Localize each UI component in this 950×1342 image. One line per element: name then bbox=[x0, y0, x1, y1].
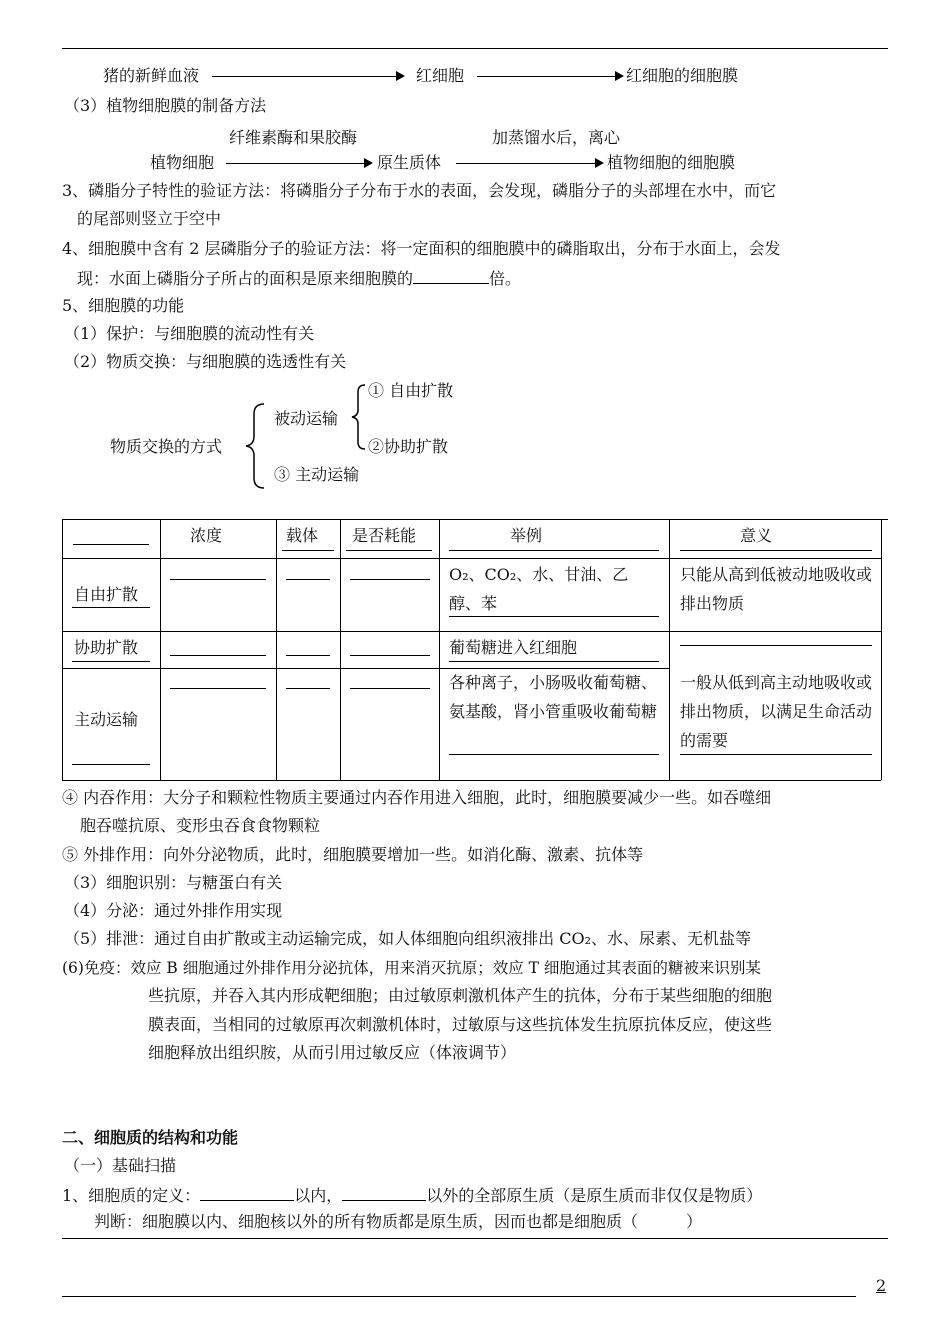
item4-line2 bbox=[77, 267, 521, 289]
arrow-2-head bbox=[615, 71, 624, 81]
function-4: （4）分泌：通过外排作用实现 bbox=[64, 901, 283, 920]
function-6-line2: 些抗原，并吞入其内形成靶细胞；由过敏原刺激机体产生的抗体，分布于某些细胞的细胞 bbox=[148, 986, 773, 1005]
plant-result: 植物细胞的细胞膜 bbox=[607, 153, 736, 172]
r3-carrier-blank[interactable] bbox=[286, 688, 330, 689]
r1-conc-blank[interactable] bbox=[170, 579, 266, 580]
function-6-line1: (6)免疫：效应 B 细胞通过外排作用分泌抗体，用来消灭抗原；效应 T 细胞通过其表面的糖被来识别某 bbox=[62, 959, 761, 977]
endocytosis-line1: ④ 内吞作用：大分子和颗粒性物质主要通过内吞作用进入细胞，此时，细胞膜要减少一些。如吞噬细 bbox=[62, 788, 772, 807]
definition-suffix: 以外的全部原生质（是原生质而非仅仅是物质） bbox=[426, 1186, 763, 1205]
row-facilitated-diffusion: 协助扩散 bbox=[74, 638, 139, 657]
arrow-4 bbox=[456, 163, 595, 164]
r2-example: 葡萄糖进入红细胞 bbox=[449, 638, 578, 657]
arrow-4-head bbox=[595, 158, 604, 168]
r1-energy-blank[interactable] bbox=[350, 579, 430, 580]
plant-title: （3）植物细胞膜的制备方法 bbox=[64, 96, 267, 115]
judgement: 判断：细胞膜以内、细胞核以外的所有物质都是原生质，因而也都是细胞质（ ） bbox=[94, 1212, 703, 1231]
r1-example: O₂、CO₂、水、甘油、乙醇、苯 bbox=[449, 565, 629, 613]
flow-rbc-mid: 红细胞 bbox=[416, 66, 465, 85]
r3-example: 各种离子，小肠吸收葡萄糖、氨基酸，肾小管重吸收葡萄糖 bbox=[449, 673, 658, 721]
r1-carrier-blank[interactable] bbox=[286, 579, 330, 580]
r3-meaning: 一般从低到高主动地吸收或排出物质，以满足生命活动的需要 bbox=[680, 673, 873, 750]
item5-title: 5、细胞膜的功能 bbox=[62, 296, 185, 315]
item4-text: 现：水面上磷脂分子所占的面积是原来细胞膜的 bbox=[77, 269, 414, 288]
flow-rbc-result: 红细胞的细胞膜 bbox=[626, 66, 739, 85]
r2-energy-blank[interactable] bbox=[350, 655, 430, 656]
definition-blank-2[interactable] bbox=[342, 1184, 426, 1201]
function-6-line4: 细胞释放出组织胺，从而引用过敏反应（体液调节） bbox=[148, 1043, 517, 1062]
plant-enzyme: 纤维素酶和果胶酶 bbox=[229, 128, 358, 147]
row-free-diffusion: 自由扩散 bbox=[74, 585, 139, 604]
footer-rule bbox=[62, 1296, 856, 1297]
tree-root: 物质交换的方式 bbox=[110, 437, 223, 456]
item4-line1: 4、细胞膜中含有 2 层磷脂分子的验证方法：将一定面积的细胞膜中的磷脂取出，分布于水面上，会发 bbox=[62, 239, 781, 258]
r3-conc-blank[interactable] bbox=[170, 688, 266, 689]
function-5: （5）排泄：通过自由扩散或主动运输完成，如人体细胞向组织液排出 CO₂、水、尿素、无机盐等 bbox=[64, 929, 752, 948]
endocytosis-line2: 胞吞噬抗原、变形虫吞食食物颗粒 bbox=[80, 816, 321, 835]
arrow-1 bbox=[212, 76, 396, 77]
brace-small bbox=[349, 383, 369, 451]
top-rule bbox=[62, 48, 888, 49]
header-example: 举例 bbox=[510, 526, 543, 545]
row-active-transport: 主动运输 bbox=[74, 710, 139, 729]
definition-mid: 以内， bbox=[294, 1186, 343, 1205]
content-bottom-rule bbox=[62, 1238, 888, 1239]
section-2-heading: 二、细胞质的结构和功能 bbox=[62, 1128, 239, 1147]
brace-large bbox=[240, 402, 270, 490]
tree-child-1: ① 自由扩散 bbox=[368, 381, 454, 400]
r3-energy-blank[interactable] bbox=[350, 688, 430, 689]
function-1: （1）保护：与细胞膜的流动性有关 bbox=[64, 324, 315, 343]
tree-child-3: ③ 主动运输 bbox=[274, 465, 360, 484]
item3-line1: 3、磷脂分子特性的验证方法：将磷脂分子分布于水的表面，会发现，磷脂分子的头部埋在水中，而它 bbox=[62, 181, 777, 200]
definition-blank-1[interactable] bbox=[200, 1184, 294, 1201]
header-blank[interactable] bbox=[73, 544, 149, 545]
function-6-line3: 膜表面，当相同的过敏原再次刺激机体时，过敏原与这些抗体发生抗原抗体反应，使这些 bbox=[148, 1015, 773, 1034]
plant-step2: 加蒸馏水后，离心 bbox=[492, 128, 621, 147]
item4-suffix: 倍。 bbox=[489, 269, 522, 288]
cytoplasm-definition bbox=[62, 1184, 762, 1206]
definition-prefix: 1、细胞质的定义： bbox=[62, 1186, 201, 1205]
flow-rbc-source: 猪的新鲜血液 bbox=[103, 66, 200, 85]
tree-passive: 被动运输 bbox=[274, 409, 339, 428]
tree-child-2: ②协助扩散 bbox=[368, 437, 449, 456]
header-meaning: 意义 bbox=[740, 526, 773, 545]
subsection-basic-scan: （一）基础扫描 bbox=[64, 1156, 177, 1175]
meaning-blank[interactable] bbox=[680, 645, 872, 646]
item3-line2: 的尾部则竖立于空中 bbox=[77, 209, 222, 228]
r2-carrier-blank[interactable] bbox=[286, 655, 330, 656]
r2-conc-blank[interactable] bbox=[170, 655, 266, 656]
arrow-3 bbox=[226, 163, 364, 164]
function-3: （3）细胞识别：与糖蛋白有关 bbox=[64, 873, 283, 892]
r3-name-blank[interactable] bbox=[72, 764, 150, 765]
arrow-3-head bbox=[364, 158, 373, 168]
plant-mid: 原生质体 bbox=[377, 153, 442, 172]
arrow-2 bbox=[477, 76, 615, 77]
r1-meaning: 只能从高到低被动地吸收或排出物质 bbox=[680, 565, 873, 613]
arrow-1-head bbox=[396, 71, 405, 81]
header-carrier: 载体 bbox=[286, 526, 319, 545]
header-concentration: 浓度 bbox=[190, 526, 223, 545]
function-2: （2）物质交换：与细胞膜的选透性有关 bbox=[64, 352, 347, 371]
item4-blank[interactable] bbox=[413, 267, 489, 284]
exocytosis: ⑤ 外排作用：向外分泌物质，此时，细胞膜要增加一些。如消化酶、激素、抗体等 bbox=[62, 845, 644, 864]
plant-source: 植物细胞 bbox=[150, 153, 215, 172]
header-energy: 是否耗能 bbox=[352, 526, 417, 545]
page-number: 2 bbox=[876, 1276, 887, 1295]
